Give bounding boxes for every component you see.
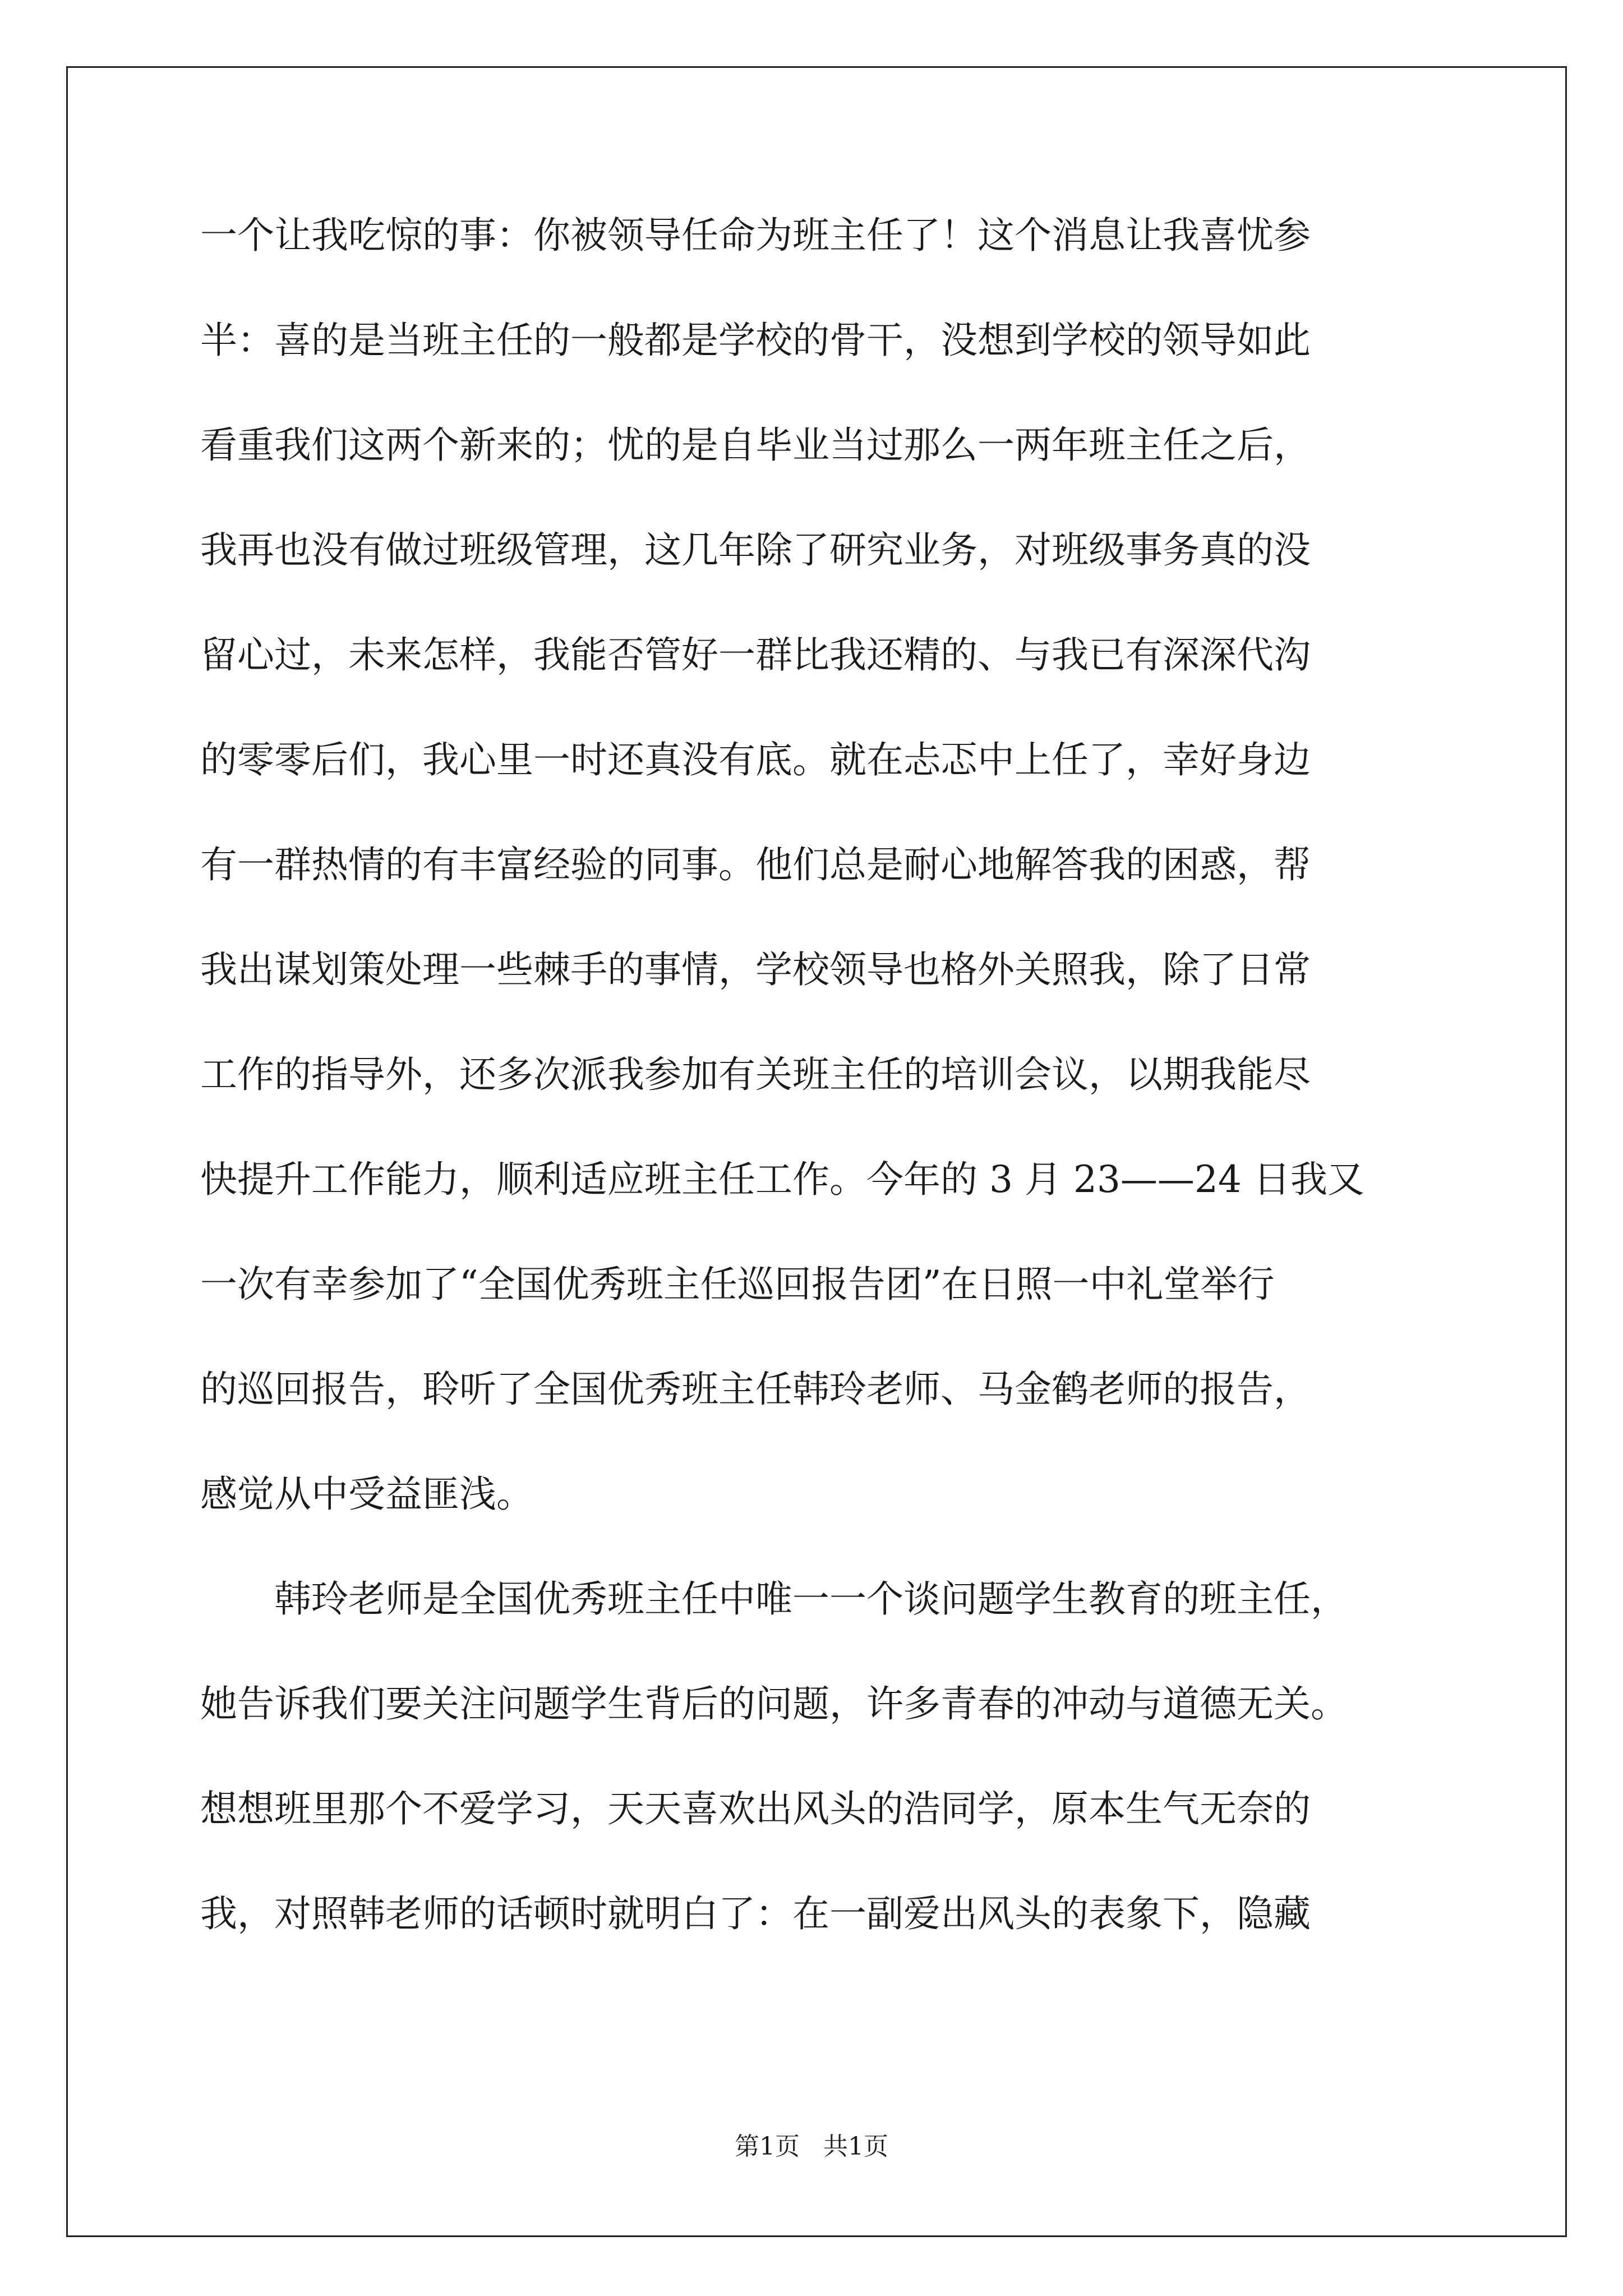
text-line: 一次有幸参加了“全国优秀班主任巡回报告团”在日照一中礼堂举行 [200, 1263, 1275, 1306]
text-line: 我再也没有做过班级管理，这几年除了研究业务，对班级事务真的没 [200, 528, 1311, 572]
text-line: 我，对照韩老师的话顿时就明白了：在一副爱出风头的表象下，隐藏 [200, 1892, 1311, 1935]
text-line: 感觉从中受益匪浅。 [200, 1473, 533, 1516]
text-line: 的零零后们，我心里一时还真没有底。就在忐忑中上任了，幸好身边 [200, 738, 1311, 781]
text-line: 工作的指导外，还多次派我参加有关班主任的培训会议，以期我能尽 [200, 1053, 1311, 1096]
text-line: 我出谋划策处理一些棘手的事情，学校领导也格外关照我，除了日常 [200, 948, 1311, 991]
document-body [200, 210, 1440, 1994]
text-line: 快提升工作能力，顺利适应班主任工作。今年的 3 月 23——24 日我又 [200, 1158, 1364, 1201]
text-line: 的巡回报告，聆听了全国优秀班主任韩玲老师、马金鹤老师的报告， [200, 1368, 1311, 1411]
page-footer: 第1页 共1页 [735, 2132, 888, 2161]
paragraph-2 [200, 1574, 1440, 1994]
text-line: 留心过，未来怎样，我能否管好一群比我还精的、与我已有深深代沟 [200, 633, 1311, 677]
text-line: 半：喜的是当班主任的一般都是学校的骨干，没想到学校的领导如此 [200, 319, 1311, 362]
text-line: 有一群热情的有丰富经验的同事。他们总是耐心地解答我的困惑，帮 [200, 843, 1311, 886]
text-line: 一个让我吃惊的事：你被领导任命为班主任了！这个消息让我喜忧参 [200, 214, 1311, 257]
text-line: 她告诉我们要关注问题学生背后的问题，许多青春的冲动与道德无关。 [200, 1682, 1348, 1726]
text-line-indented: 韩玲老师是全国优秀班主任中唯一一个谈问题学生教育的班主任， [274, 1577, 1348, 1621]
text-line: 想想班里那个不爱学习，天天喜欢出风头的浩同学，原本生气无奈的 [200, 1787, 1311, 1830]
text-line: 看重我们这两个新来的；忧的是自毕业当过那么一两年班主任之后， [200, 424, 1311, 467]
paragraph-1 [200, 210, 1440, 1574]
